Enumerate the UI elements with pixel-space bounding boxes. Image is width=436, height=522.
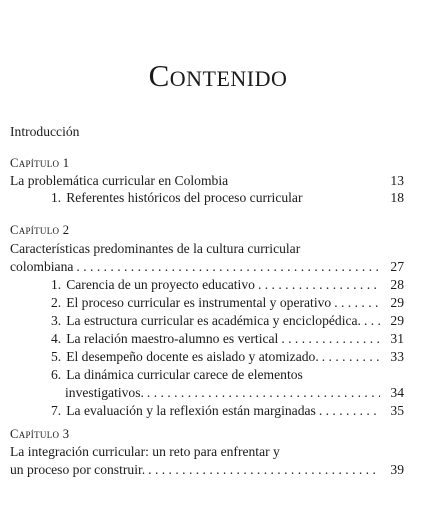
chapter-2-heading-line2: colombiana . . . 27	[10, 258, 404, 275]
toc-entry: 5. El desempeño docente es aislado y atomizado. . . . 33	[51, 348, 404, 365]
toc-entry: 7. La evaluación y la reflexión están marginadas . . . 35	[51, 402, 404, 419]
toc-entry-continued: investigativos. . . . 34	[65, 384, 404, 401]
toc-entry: 3. La estructura curricular es académica y enciclopédica. . . . 29	[51, 312, 404, 329]
toc-entry: 4. La relación maestro-alumno es vertical . . . 31	[51, 330, 404, 347]
chapter-3-label: Capítulo 3	[10, 427, 70, 441]
toc-entry: 6. La dinámica curricular carece de elementos	[51, 367, 303, 382]
chapter-3-heading-line1: La integración curricular: un reto para enfrentar y	[10, 444, 280, 459]
toc-entry: 2. El proceso curricular es instrumental y operativo . . . 29	[51, 294, 404, 311]
page-title: Contenido	[148, 58, 288, 93]
chapter-1-heading-text: La problemática curricular en Colombia	[10, 173, 229, 188]
chapter-1-heading-page: 13	[390, 173, 404, 188]
chapter-2-label: Capítulo 2	[10, 223, 70, 237]
toc-entry: 1. Referentes históricos del proceso curricular 18	[51, 190, 404, 205]
chapter-3-heading-line2: un proceso por construir. . . . 39	[10, 461, 404, 478]
chapter-1-heading	[10, 172, 404, 189]
intro-entry: Introducción	[10, 124, 80, 139]
toc-entry: 1. Carencia de un proyecto educativo . . . 28	[51, 276, 404, 293]
chapter-2-heading-line1: Características predominantes de la cultura curricular	[10, 241, 301, 256]
chapter-1-label: Capítulo 1	[10, 156, 70, 170]
